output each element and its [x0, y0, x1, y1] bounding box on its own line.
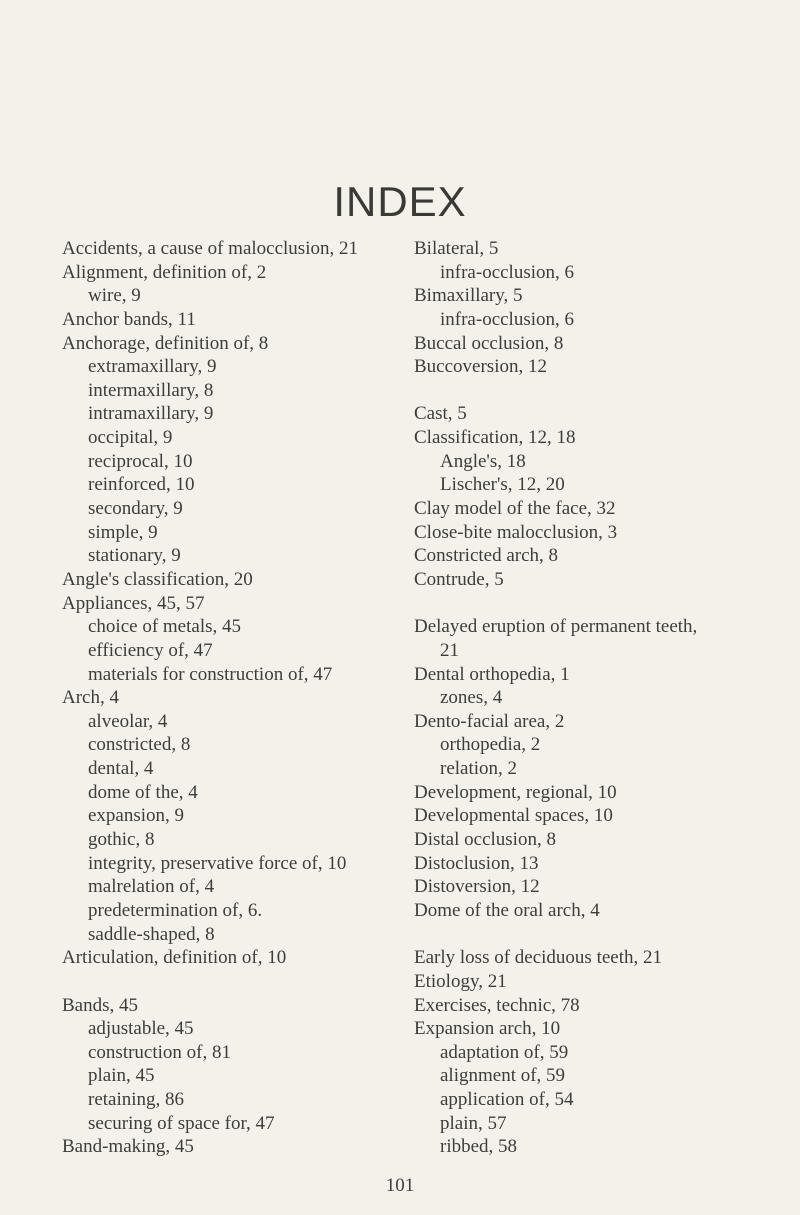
index-entry: Angle's classification, 20	[62, 568, 253, 590]
index-entry: Distoclusion, 13	[414, 852, 539, 874]
index-entry: Arch, 4	[62, 687, 119, 709]
index-subentry: plain, 45	[88, 1065, 155, 1087]
index-entry: Articulation, definition of, 10	[62, 947, 287, 969]
index-subentry: materials for construction of, 47	[88, 663, 333, 685]
section-gap	[62, 970, 407, 994]
index-subentry: Angle's, 18	[440, 450, 526, 472]
index-subentry: dome of the, 4	[88, 781, 198, 803]
index-subentry: dental, 4	[88, 758, 154, 780]
index-entry: Appliances, 45, 57	[62, 592, 205, 614]
index-entry: Clay model of the face, 32	[414, 498, 616, 520]
section-gap	[414, 592, 794, 616]
index-entry: Buccal occlusion, 8	[414, 332, 564, 354]
index-subentry: alveolar, 4	[88, 710, 168, 732]
index-entry: Early loss of deciduous teeth, 21	[414, 947, 663, 969]
page-title: INDEX	[333, 178, 467, 225]
index-subentry: wire, 9	[88, 285, 141, 307]
section-gap	[414, 379, 794, 403]
index-entry: Bands, 45	[62, 994, 138, 1016]
index-subentry: integrity, preservative force of, 10	[88, 852, 347, 874]
index-subentry: intramaxillary, 9	[88, 403, 214, 425]
index-entry: Anchor bands, 11	[62, 308, 196, 330]
index-entry: Distoversion, 12	[414, 876, 540, 898]
index-subentry: constricted, 8	[88, 734, 191, 756]
index-entry: Dome of the oral arch, 4	[414, 899, 600, 921]
index-subentry: efficiency of, 47	[88, 639, 213, 661]
index-column-left	[62, 237, 407, 1159]
index-subentry: construction of, 81	[88, 1041, 232, 1063]
index-entry: Development, regional, 10	[414, 781, 617, 803]
index-entry: Constricted arch, 8	[414, 545, 559, 567]
index-subentry: reciprocal, 10	[88, 450, 193, 472]
index-subentry: predetermination of, 6.	[88, 899, 263, 921]
index-subentry: gothic, 8	[88, 829, 155, 851]
index-subentry: adaptation of, 59	[440, 1041, 569, 1063]
index-subentry: adjustable, 45	[88, 1018, 194, 1040]
index-entry: Dental orthopedia, 1	[414, 663, 570, 685]
index-entry: Accidents, a cause of malocclusion, 21	[62, 238, 358, 259]
index-subentry: stationary, 9	[88, 545, 181, 567]
index-subentry: choice of metals, 45	[88, 616, 242, 638]
index-subentry: securing of space for, 47	[88, 1112, 275, 1134]
index-subentry: plain, 57	[440, 1112, 507, 1134]
index-entry: Buccoversion, 12	[414, 356, 547, 378]
index-entry: Classification, 12, 18	[414, 427, 576, 449]
index-entry: Developmental spaces, 10	[414, 805, 613, 827]
index-entry: Bimaxillary, 5	[414, 285, 523, 307]
index-column-right	[414, 237, 794, 1159]
index-entry: Close-bite malocclusion, 3	[414, 521, 618, 543]
index-subentry: simple, 9	[88, 521, 158, 543]
index-subentry: ribbed, 58	[440, 1136, 518, 1158]
page-number: 101	[385, 1175, 415, 1196]
index-entry: Expansion arch, 10	[414, 1018, 561, 1040]
index-subentry: infra-occlusion, 6	[440, 261, 575, 283]
index-subentry: orthopedia, 2	[440, 734, 541, 756]
index-subentry: extramaxillary, 9	[88, 356, 217, 378]
index-entry: Anchorage, definition of, 8	[62, 332, 269, 354]
index-entry: Distal occlusion, 8	[414, 829, 556, 851]
index-subentry: Lischer's, 12, 20	[440, 474, 565, 496]
index-entry: Bilateral, 5	[414, 238, 499, 259]
section-gap	[414, 923, 794, 947]
index-entry: Alignment, definition of, 2	[62, 261, 267, 283]
index-subentry: intermaxillary, 8	[88, 379, 214, 401]
index-entry: Cast, 5	[414, 403, 467, 425]
index-subentry: infra-occlusion, 6	[440, 308, 575, 330]
index-entry: Contrude, 5	[414, 568, 504, 590]
index-subentry: malrelation of, 4	[88, 876, 215, 898]
index-subentry: 21	[440, 639, 459, 661]
index-subentry: alignment of, 59	[440, 1065, 566, 1087]
index-entry: Etiology, 21	[414, 970, 507, 992]
index-subentry: reinforced, 10	[88, 474, 195, 496]
index-subentry: relation, 2	[440, 758, 518, 780]
index-subentry: occipital, 9	[88, 427, 173, 449]
index-subentry: expansion, 9	[88, 805, 185, 827]
index-subentry: retaining, 86	[88, 1089, 185, 1111]
index-entry: Dento-facial area, 2	[414, 710, 565, 732]
index-subentry: zones, 4	[440, 687, 503, 709]
index-subentry: secondary, 9	[88, 498, 183, 520]
index-entry: Band-making, 45	[62, 1136, 194, 1158]
index-entry: Exercises, technic, 78	[414, 994, 580, 1016]
index-subentry: application of, 54	[440, 1089, 574, 1111]
index-entry: Delayed eruption of permanent teeth,	[414, 616, 698, 638]
index-subentry: saddle-shaped, 8	[88, 923, 215, 945]
